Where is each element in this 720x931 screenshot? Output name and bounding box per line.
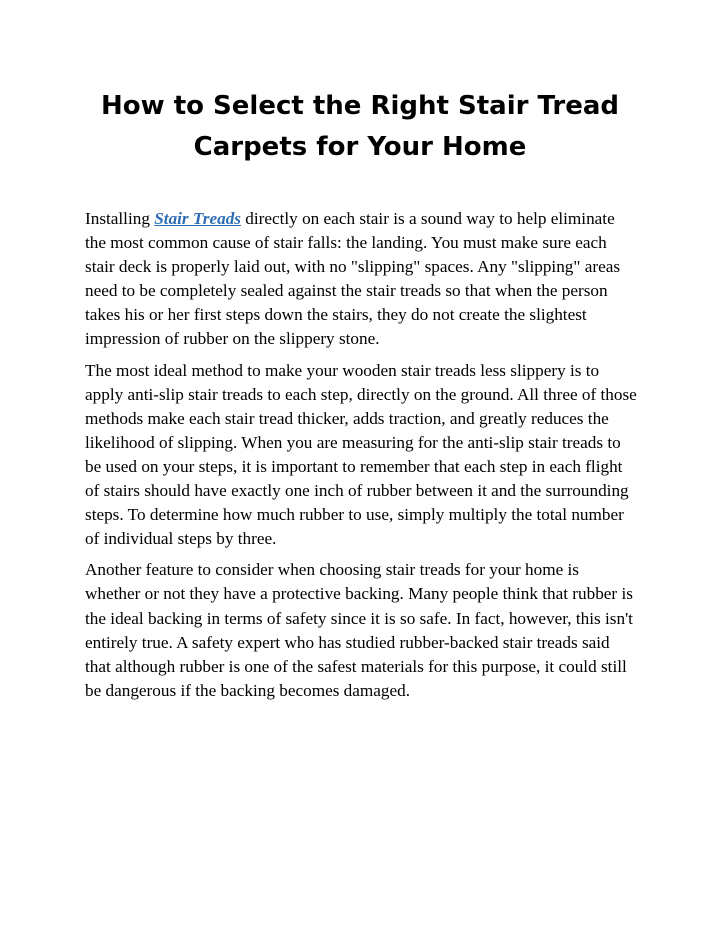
paragraph-3: Another feature to consider when choosing stair treads for your home is whether or not they have a protective backing. Many people think that rubber is the ideal backing in terms of safety since it is so safe. In fact, however, this isn't entirely true. A safety expert who has studied rubber-backed stair treads said that although rubber is one of the safest materials for this purpose, it could still be dangerous if the backing becomes damaged.: [85, 560, 633, 700]
paragraph-2: The most ideal method to make your wooden stair treads less slippery is to apply anti-slip stair treads to each step, directly on the ground. All three of those methods make each stair tread thicker, adds traction, and greatly reduces the likelihood of slipping. When you are measuring for the anti-slip stair treads to be used on your steps, it is important to remember that each step in each flight of stairs should have exactly one inch of rubber between it and the surrounding steps. To determine how much rubber to use, simply multiply the total number of individual steps by three.: [85, 360, 637, 549]
paragraph-1-intro: Installing: [85, 209, 155, 228]
article-body: [85, 207, 637, 710]
page-title: How to Select the Right Stair Tread Carpets for Your Home: [101, 91, 619, 162]
stair-treads-link[interactable]: Stair Treads: [154, 209, 241, 228]
paragraph-1-rest: directly on each stair is a sound way to help eliminate the most common cause of stair falls: the landing. You must make sure each stair deck is properly laid out, with no "slipping" spaces. Any "slipping" areas need to be completely sealed against the stair treads so that when the person takes his or her first steps down the stairs, they do not create the slightest impression of rubber on the slippery stone.: [85, 209, 621, 349]
paragraph-1: [85, 207, 637, 352]
